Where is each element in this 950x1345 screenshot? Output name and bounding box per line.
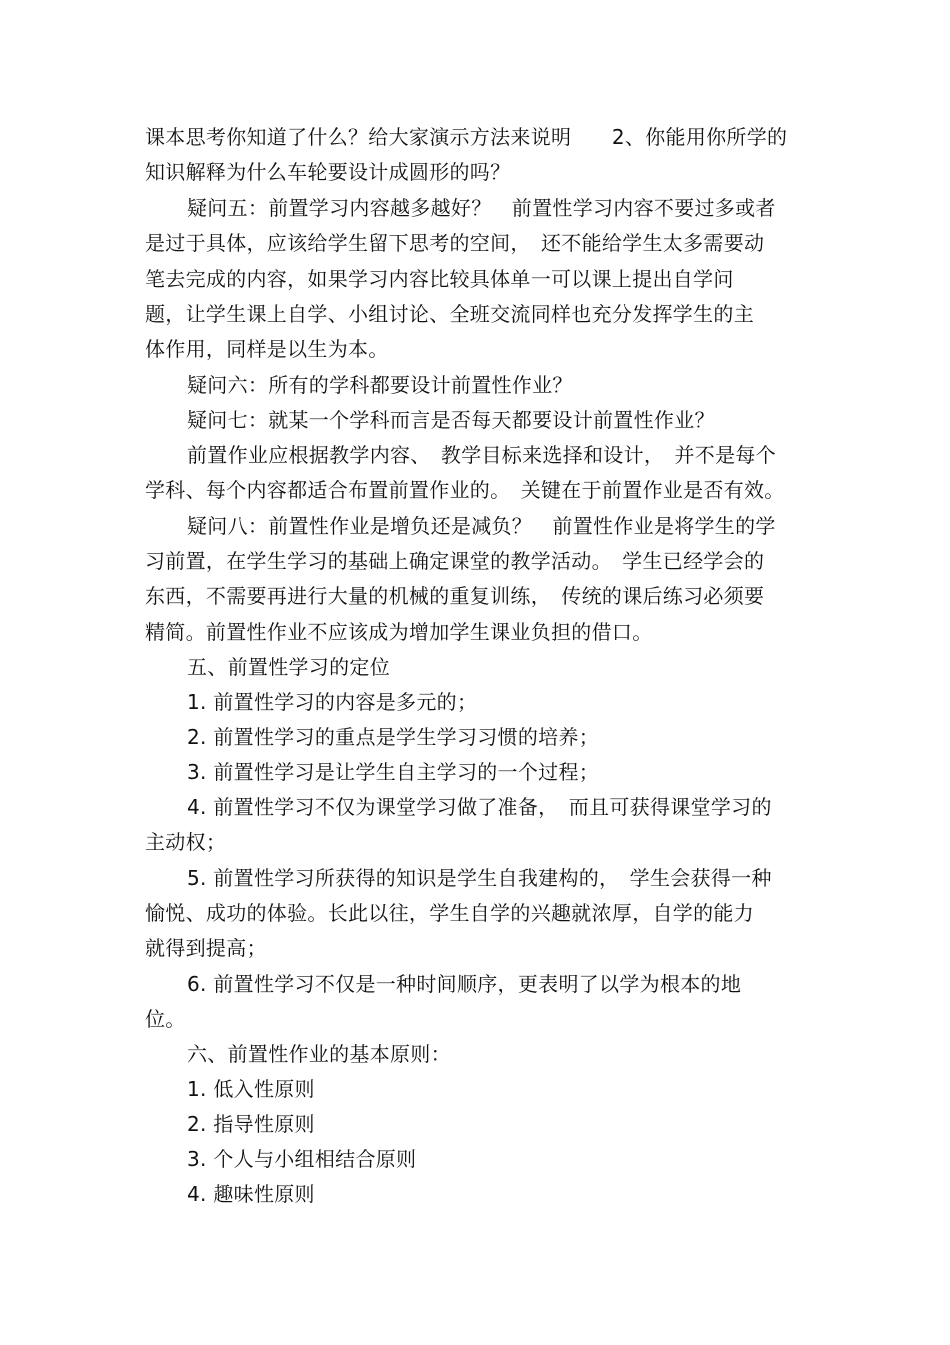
list-item: 6. 前置性学习不仅是一种时间顺序，更表明了以学为根本的地	[187, 972, 742, 996]
list-item: 4. 趣味性原则	[187, 1182, 315, 1206]
text-line: 知识解释为什么车轮要设计成圆形的吗？	[145, 160, 511, 184]
list-item: 4. 前置性学习不仅为课堂学习做了准备， 而且可获得课堂学习的	[187, 795, 772, 819]
text-line: 疑问八：前置性作业是增负还是减负？ 前置性作业是将学生的学	[187, 514, 776, 538]
list-item-continuation: 愉悦、成功的体验。长此以往，学生自学的兴趣就浓厚，自学的能力	[145, 901, 754, 925]
text-line: 习前置，在学生学习的基础上确定课堂的教学活动。 学生已经学会的	[145, 549, 765, 573]
list-item: 1. 前置性学习的内容是多元的；	[187, 690, 478, 714]
section-heading: 五、前置性学习的定位	[187, 655, 390, 679]
list-item-continuation: 位。	[145, 1007, 186, 1031]
list-item-continuation: 就得到提高；	[145, 936, 267, 960]
list-item-continuation: 主动权；	[145, 830, 227, 854]
text-line: 东西，不需要再进行大量的机械的重复训练， 传统的课后练习必须要	[145, 584, 765, 608]
list-item: 3. 前置性学习是让学生自主学习的一个过程；	[187, 760, 600, 784]
text-line: 是过于具体，应该给学生留下思考的空间， 还不能给学生太多需要动	[145, 231, 765, 255]
text-line: 课本思考你知道了什么？给大家演示方法来说明 2、你能用你所学的	[145, 125, 788, 149]
list-item: 1. 低入性原则	[187, 1077, 315, 1101]
list-item: 3. 个人与小组相结合原则	[187, 1147, 417, 1171]
text-line: 笔去完成的内容，如果学习内容比较具体单一可以课上提出自学问	[145, 267, 734, 291]
list-item: 5. 前置性学习所获得的知识是学生自我建构的， 学生会获得一种	[187, 866, 772, 890]
text-line: 学科、每个内容都适合布置前置作业的。 关键在于前置作业是否有效。	[145, 478, 785, 502]
text-line: 精简。前置性作业不应该成为增加学生课业负担的借口。	[145, 620, 653, 644]
text-line: 前置作业应根据教学内容、 教学目标来选择和设计， 并不是每个	[187, 443, 776, 467]
text-line: 疑问五：前置学习内容越多越好？ 前置性学习内容不要过多或者	[187, 196, 776, 220]
text-line: 疑问七：就某一个学科而言是否每天都要设计前置性作业？	[187, 408, 715, 432]
section-heading: 六、前置性作业的基本原则：	[187, 1042, 451, 1066]
list-item: 2. 指导性原则	[187, 1112, 315, 1136]
text-line: 题，让学生课上自学、小组讨论、全班交流同样也充分发挥学生的主	[145, 302, 754, 326]
text-line: 体作用，同样是以生为本。	[145, 337, 389, 361]
text-line: 疑问六：所有的学科都要设计前置性作业？	[187, 373, 573, 397]
list-item: 2. 前置性学习的重点是学生学习习惯的培养；	[187, 725, 600, 749]
